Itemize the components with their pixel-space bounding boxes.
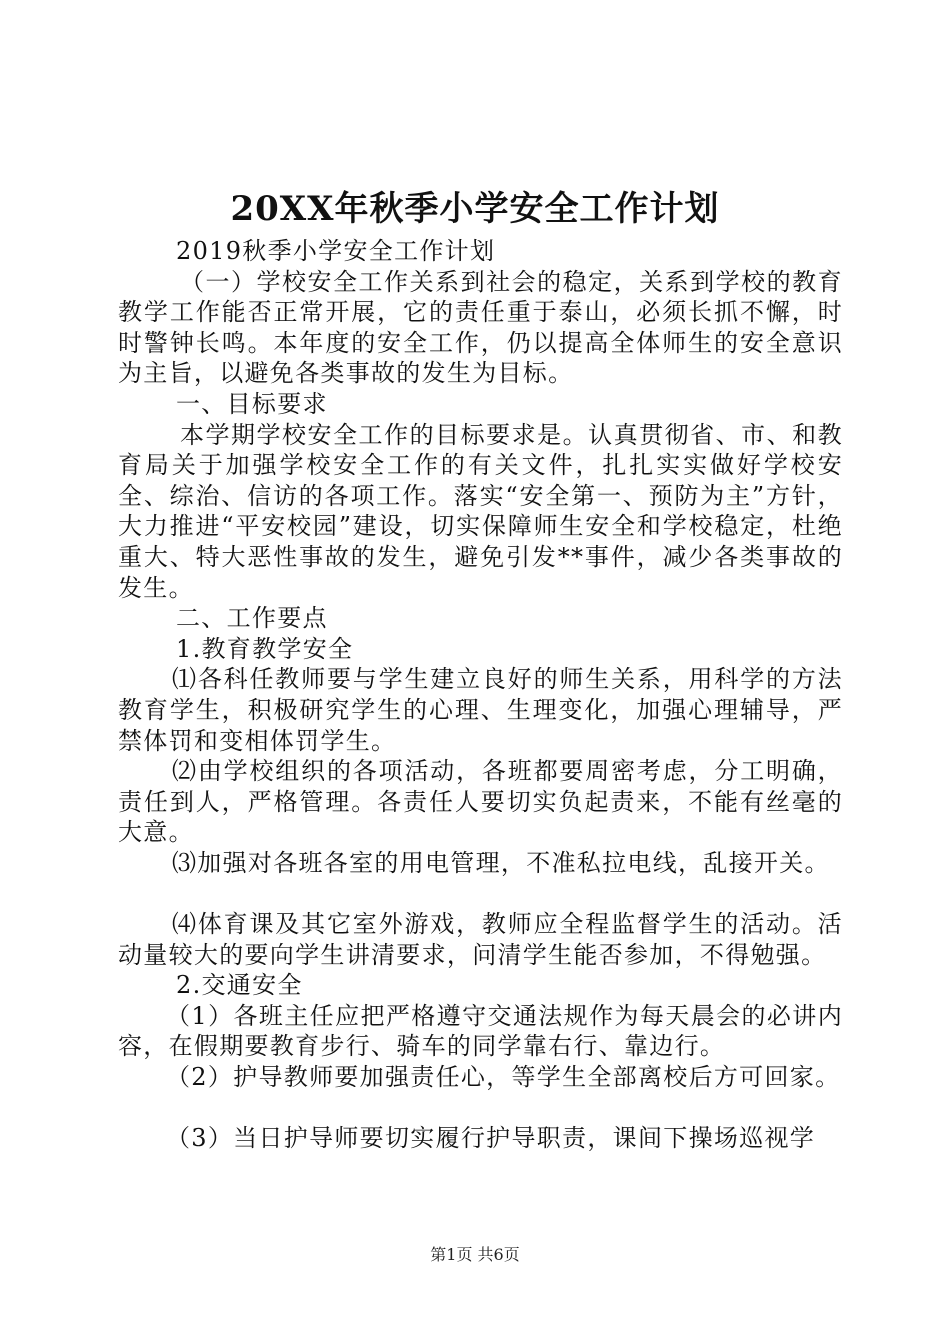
list-item-paragraph: ⑵由学校组织的各项活动，各班都要周密考虑，分工明确，责任到人，严格管理。各责任人要切实负起责来，不能有丝毫的大意。 [118,757,843,847]
list-item-paragraph: ⑶加强对各班各室的用电管理，不准私拉电线，乱接开关。 [172,848,830,877]
page-footer: 第1页 共6页 [430,1245,520,1264]
document-title: 20XX年秋季小学安全工作计划 [230,189,720,229]
document-body [118,236,843,1154]
list-item-paragraph: （2）护导教师要加强责任心，等学生全部离校后方可回家。 [166,1063,841,1092]
paragraph-gap [118,878,843,909]
section-heading-key-points: 二、工作要点 [176,604,328,633]
list-item-paragraph: ⑷体育课及其它室外游戏，教师应全程监督学生的活动。活动量较大的要向学生讲清要求，问清学生能否参加，不得勉强。 [118,910,843,969]
subtitle-paragraph: 2019秋季小学安全工作计划 [176,237,496,265]
goals-paragraph: 本学期学校安全工作的目标要求是。认真贯彻省、市、和教育局关于加强学校安全工作的有关文件，扎扎实实做好学校安全、综治、信访的各项工作。落实“安全第一、预防为主”方针，大力推进“平安校园”建设，切实保障师生安全和学校稳定，杜绝重大、特大恶性事故的发生，避免引发**事件，减少各类事故的发生。 [118,420,843,602]
paragraph-gap [118,1093,843,1124]
subsection-heading-traffic-safety: 2.交通安全 [176,971,303,1000]
list-item-paragraph: （1）各班主任应把严格遵守交通法规作为每天晨会的必讲内容，在假期要教育步行、骑车的同学靠右行、靠边行。 [118,1001,843,1061]
subsection-heading-teaching-safety: 1.教育教学安全 [176,634,354,663]
intro-paragraph: （一）学校安全工作关系到社会的稳定，关系到学校的教育教学工作能否正常开展，它的责任重于泰山，必须长抓不懈，时时警钟长鸣。本年度的安全工作，仍以提高全体师生的安全意识为主旨，以避免各类事故的发生为目标。 [118,267,843,388]
list-item-paragraph: ⑴各科任教师要与学生建立良好的师生关系，用科学的方法教育学生，积极研究学生的心理、生理变化，加强心理辅导，严禁体罚和变相体罚学生。 [118,665,843,755]
list-item-paragraph: （3）当日护导师要切实履行护导职责，课间下操场巡视学 [166,1124,816,1153]
section-heading-goals: 一、目标要求 [176,389,328,418]
